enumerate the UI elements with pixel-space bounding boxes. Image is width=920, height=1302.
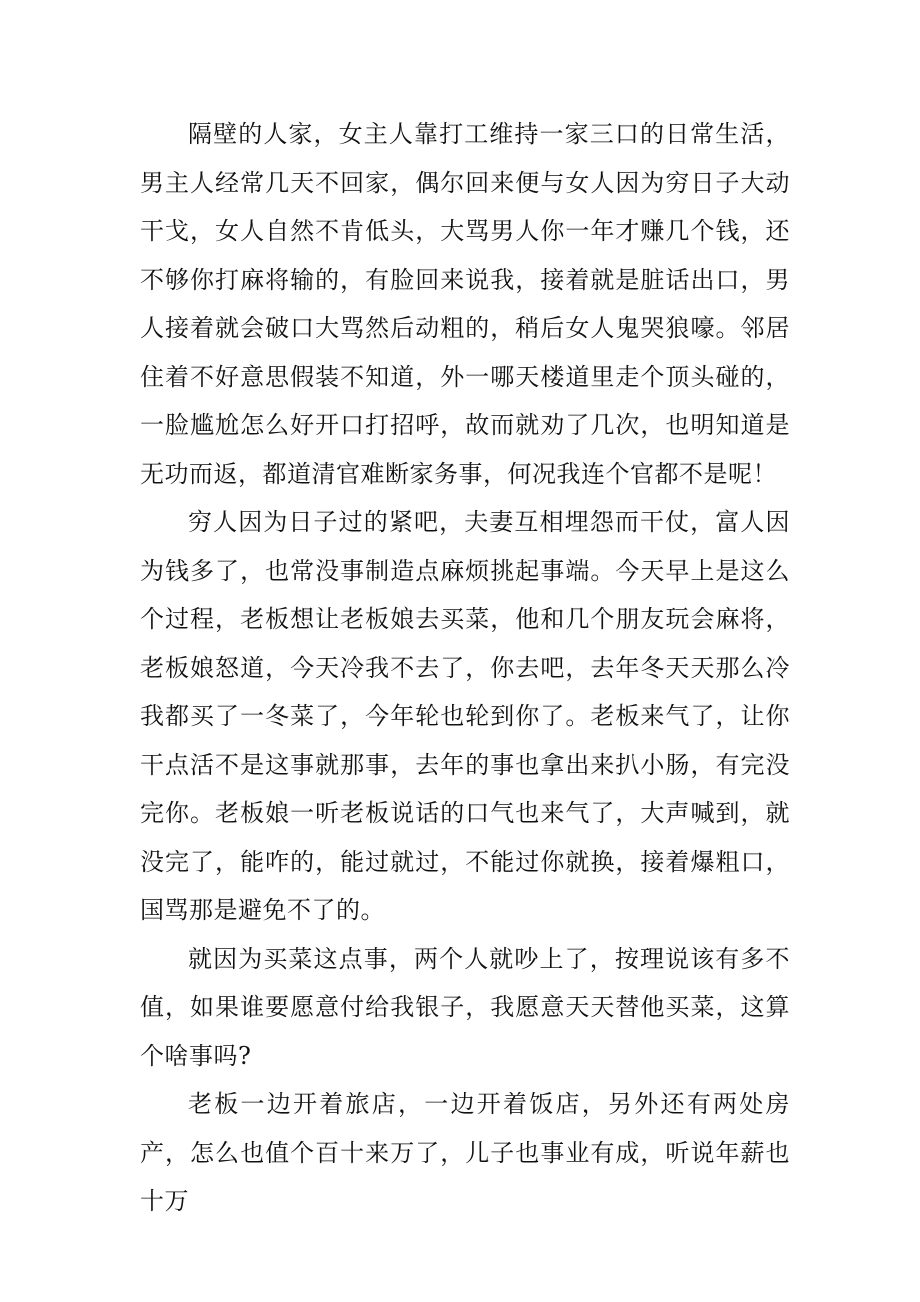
paragraph-2: 穷人因为日子过的紧吧，夫妻互相埋怨而干仗，富人因为钱多了，也常没事制造点麻烦挑起事端。今天早上是这么个过程，老板想让老板娘去买菜，他和几个朋友玩会麻将，老板娘怒道，今天冷我不去了，你去吧，去年冬天天那么冷我都买了一冬菜了，今年轮也轮到你了。老板来气了，让你干点活不是这事就那事，去年的事也拿出来扒小肠，有完没完你。老板娘一听老板说话的口气也来气了，大声喊到，就没完了，能咋的，能过就过，不能过你就换，接着爆粗口，国骂那是避免不了的。	[140, 508, 790, 924]
paragraph-4: 老板一边开着旅店，一边开着饭店，另外还有两处房产，怎么也值个百十来万了，儿子也事业有成，听说年薪也十万	[140, 1090, 790, 1215]
document-body	[140, 110, 790, 1226]
paragraph-1: 隔壁的人家，女主人靠打工维持一家三口的日常生活，男主人经常几天不回家，偶尔回来便与女人因为穷日子大动干戈，女人自然不肯低头，大骂男人你一年才赚几个钱，还不够你打麻将输的，有脸回来说我，接着就是脏话出口，男人接着就会破口大骂然后动粗的，稍后女人鬼哭狼嚎。邻居住着不好意思假装不知道，外一哪天楼道里走个顶头碰的，一脸尴尬怎么好开口打招呼，故而就劝了几次，也明知道是无功而返，都道清官难断家务事，何况我连个官都不是呢！	[140, 120, 790, 488]
paragraph-3: 就因为买菜这点事，两个人就吵上了，按理说该有多不值，如果谁要愿意付给我银子，我愿意天天替他买菜，这算个啥事吗?	[140, 944, 790, 1070]
